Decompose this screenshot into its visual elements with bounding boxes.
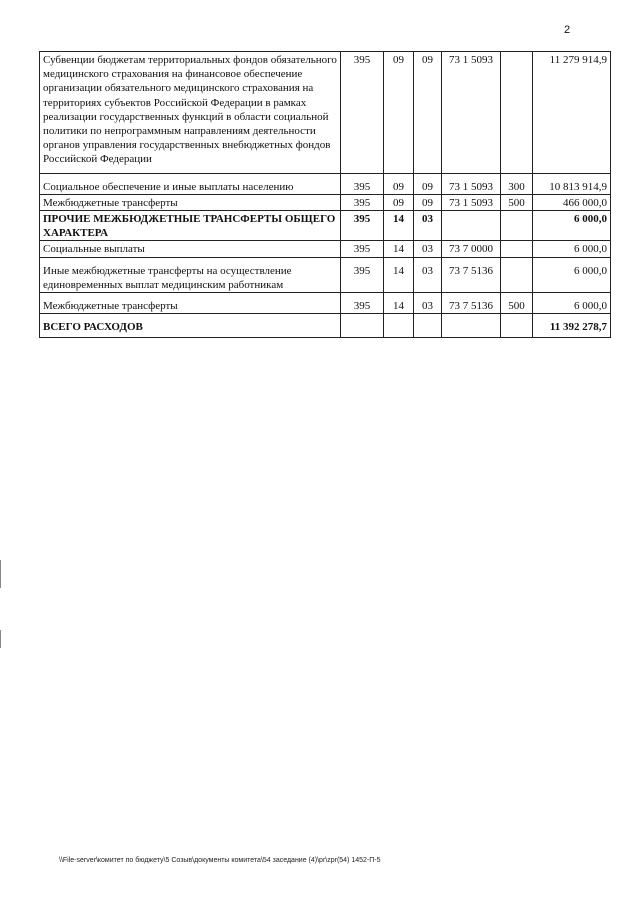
cell-code: 395 <box>341 241 384 257</box>
cell-name: Иные межбюджетные трансферты на осуществление единовременных выплат медицинским работникам <box>40 257 341 292</box>
cell-target-article: 73 7 5136 <box>442 257 501 292</box>
empty-cell <box>414 314 442 338</box>
cell-subsection: 09 <box>414 173 442 194</box>
cell-amount: 6 000,0 <box>533 257 611 292</box>
table-row <box>40 211 611 241</box>
cell-target-article: 73 7 5136 <box>442 293 501 314</box>
cell-section: 09 <box>384 52 414 174</box>
cell-expense-type: 300 <box>501 173 533 194</box>
cell-amount: 6 000,0 <box>533 211 611 241</box>
cell-section: 09 <box>384 194 414 210</box>
cell-section: 14 <box>384 293 414 314</box>
cell-amount: 6 000,0 <box>533 293 611 314</box>
cell-subsection: 03 <box>414 241 442 257</box>
cell-name: Субвенции бюджетам территориальных фондов обязательного медицинского страхования на финансовое обеспечение организации обязательного медицинского страхования на территориях субъектов Российской Федерации в рамках реализации государственных функций в области социальной политики по непрограммным направлениям деятельности органов управления государственных внебюджетных фондов Российской Федерации <box>40 52 341 174</box>
cell-subsection: 03 <box>414 211 442 241</box>
empty-cell <box>442 314 501 338</box>
empty-cell <box>501 314 533 338</box>
cell-subsection: 09 <box>414 194 442 210</box>
cell-name: Социальное обеспечение и иные выплаты населению <box>40 173 341 194</box>
cell-name: Межбюджетные трансферты <box>40 293 341 314</box>
cell-amount: 6 000,0 <box>533 241 611 257</box>
cell-amount: 466 000,0 <box>533 194 611 210</box>
table-row <box>40 52 611 174</box>
cell-code: 395 <box>341 257 384 292</box>
cell-section: 14 <box>384 257 414 292</box>
cell-expense-type: 500 <box>501 194 533 210</box>
cell-subsection: 09 <box>414 52 442 174</box>
cell-target-article: 73 7 0000 <box>442 241 501 257</box>
table-body <box>40 52 611 338</box>
cell-target-article: 73 1 5093 <box>442 194 501 210</box>
total-row <box>40 314 611 338</box>
table-row <box>40 173 611 194</box>
cell-section: 14 <box>384 241 414 257</box>
cell-code: 395 <box>341 173 384 194</box>
cell-amount: 10 813 914,9 <box>533 173 611 194</box>
cell-expense-type <box>501 241 533 257</box>
total-label: ВСЕГО РАСХОДОВ <box>40 314 341 338</box>
total-amount: 11 392 278,7 <box>533 314 611 338</box>
cell-target-article: 73 1 5093 <box>442 52 501 174</box>
cell-target-article: 73 1 5093 <box>442 173 501 194</box>
cell-target-article <box>442 211 501 241</box>
cell-section: 14 <box>384 211 414 241</box>
cell-code: 395 <box>341 293 384 314</box>
table-row <box>40 257 611 292</box>
table-row <box>40 293 611 314</box>
cell-code: 395 <box>341 194 384 210</box>
cell-expense-type <box>501 211 533 241</box>
cell-name: Социальные выплаты <box>40 241 341 257</box>
scan-edge-mark <box>0 560 1 588</box>
cell-amount: 11 279 914,9 <box>533 52 611 174</box>
cell-expense-type <box>501 257 533 292</box>
cell-subsection: 03 <box>414 257 442 292</box>
cell-section: 09 <box>384 173 414 194</box>
cell-name: ПРОЧИЕ МЕЖБЮДЖЕТНЫЕ ТРАНСФЕРТЫ ОБЩЕГО ХАРАКТЕРА <box>40 211 341 241</box>
budget-expenses-table <box>39 51 611 338</box>
cell-code: 395 <box>341 211 384 241</box>
scan-edge-mark <box>0 630 1 648</box>
empty-cell <box>384 314 414 338</box>
empty-cell <box>341 314 384 338</box>
page-number: 2 <box>564 24 571 36</box>
cell-subsection: 03 <box>414 293 442 314</box>
cell-code: 395 <box>341 52 384 174</box>
footer-file-path: \\File-server\комитет по бюджету\5 Созыв\документы комитета\54 заседание (4)\pr\zpr(54) 1452-П-5 <box>59 857 381 864</box>
table-row <box>40 241 611 257</box>
cell-expense-type <box>501 52 533 174</box>
cell-name: Межбюджетные трансферты <box>40 194 341 210</box>
table-row <box>40 194 611 210</box>
cell-expense-type: 500 <box>501 293 533 314</box>
